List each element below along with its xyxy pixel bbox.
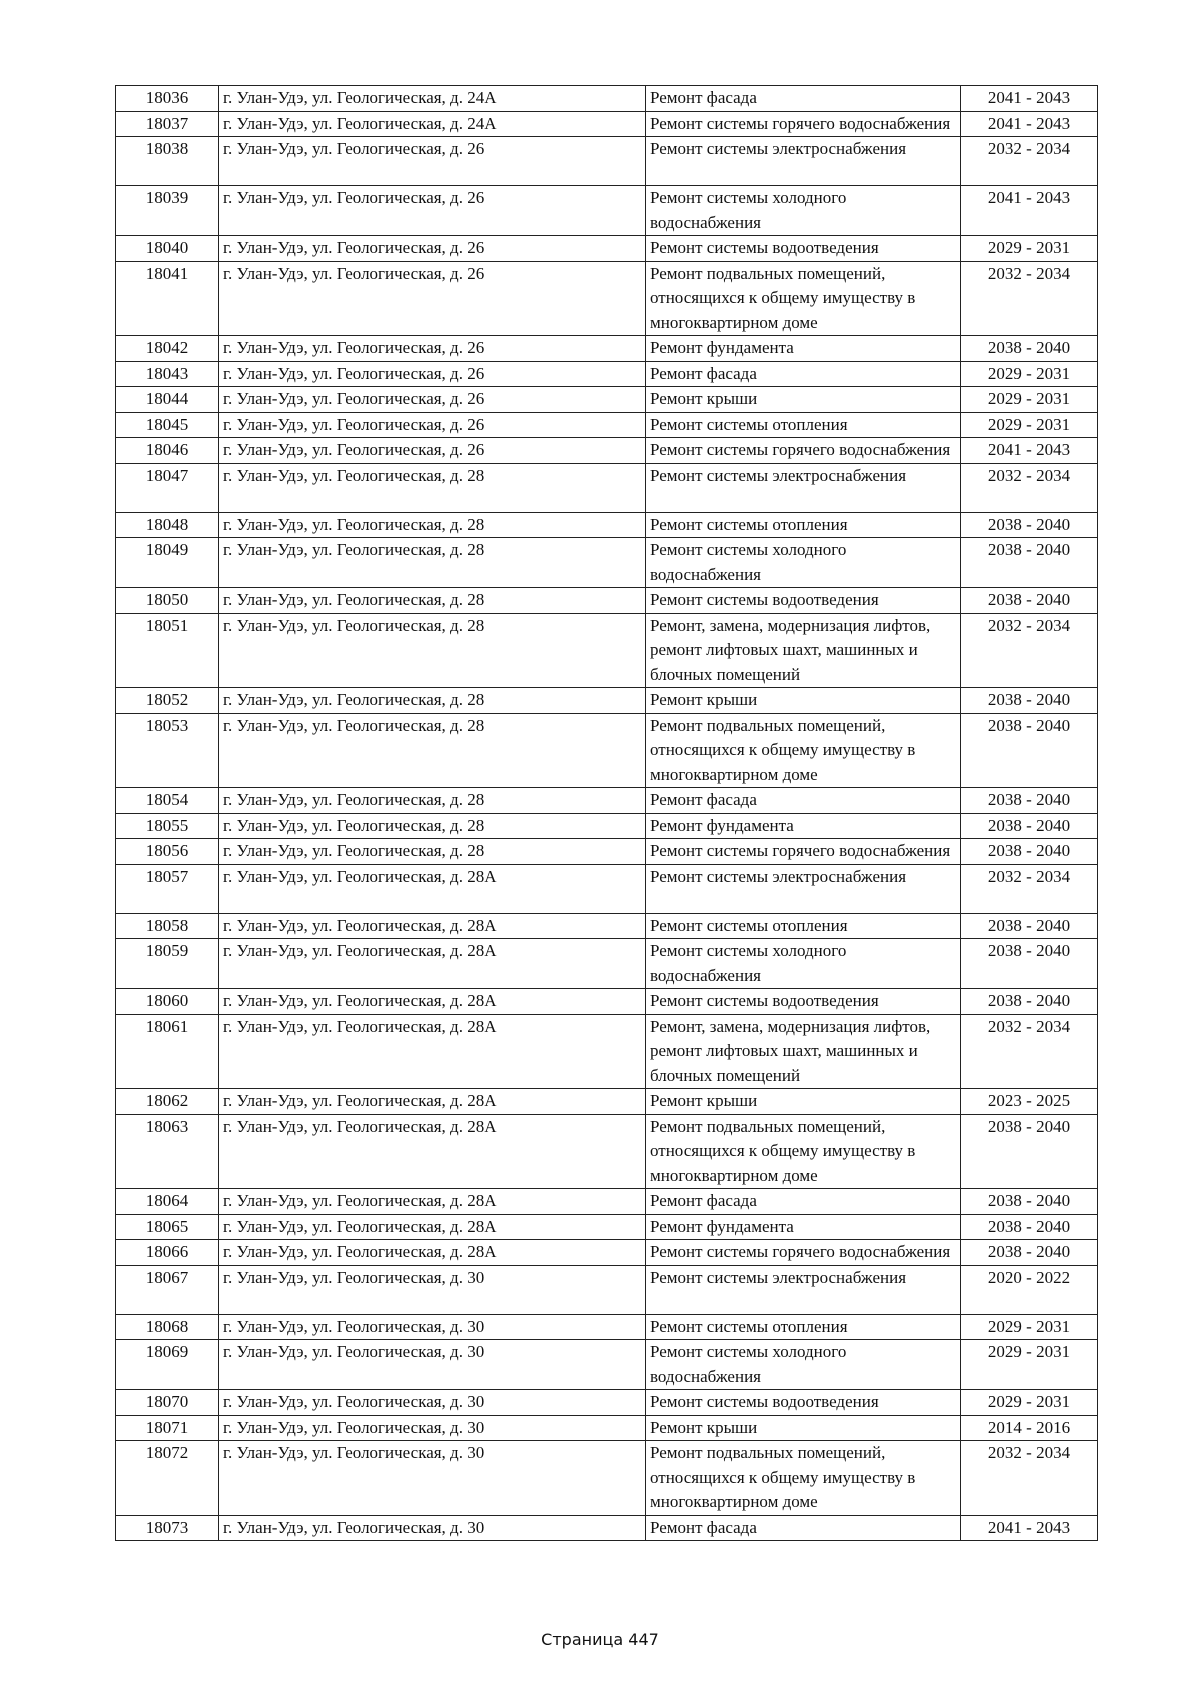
period-cell: 2041 - 2043 bbox=[961, 111, 1098, 137]
period-cell: 2023 - 2025 bbox=[961, 1089, 1098, 1115]
row-number-cell: 18043 bbox=[116, 361, 219, 387]
work-type-cell: Ремонт системы отопления bbox=[646, 913, 961, 939]
work-type-cell: Ремонт системы холодного водоснабжения bbox=[646, 939, 961, 989]
work-type-cell: Ремонт системы горячего водоснабжения bbox=[646, 839, 961, 865]
period-cell: 2020 - 2022 bbox=[961, 1265, 1098, 1314]
address-cell: г. Улан-Удэ, ул. Геологическая, д. 30 bbox=[219, 1390, 646, 1416]
period-cell: 2038 - 2040 bbox=[961, 1114, 1098, 1189]
period-cell: 2029 - 2031 bbox=[961, 1340, 1098, 1390]
row-number-cell: 18039 bbox=[116, 186, 219, 236]
table-row bbox=[116, 613, 1098, 688]
table-row bbox=[116, 86, 1098, 112]
row-number-cell: 18060 bbox=[116, 989, 219, 1015]
row-number-cell: 18051 bbox=[116, 613, 219, 688]
table-row bbox=[116, 538, 1098, 588]
table-row bbox=[116, 1314, 1098, 1340]
table-row bbox=[116, 1265, 1098, 1314]
period-cell: 2038 - 2040 bbox=[961, 1240, 1098, 1266]
row-number-cell: 18065 bbox=[116, 1214, 219, 1240]
table-row bbox=[116, 463, 1098, 512]
period-cell: 2029 - 2031 bbox=[961, 1314, 1098, 1340]
table-row bbox=[116, 813, 1098, 839]
work-type-cell: Ремонт системы водоотведения bbox=[646, 1390, 961, 1416]
row-number-cell: 18057 bbox=[116, 864, 219, 913]
address-cell: г. Улан-Удэ, ул. Геологическая, д. 28 bbox=[219, 512, 646, 538]
row-number-cell: 18052 bbox=[116, 688, 219, 714]
work-type-cell: Ремонт системы водоотведения bbox=[646, 236, 961, 262]
row-number-cell: 18045 bbox=[116, 412, 219, 438]
table-row bbox=[116, 1441, 1098, 1516]
work-type-cell: Ремонт фундамента bbox=[646, 1214, 961, 1240]
address-cell: г. Улан-Удэ, ул. Геологическая, д. 26 bbox=[219, 186, 646, 236]
table-row bbox=[116, 1189, 1098, 1215]
table-row bbox=[116, 713, 1098, 788]
address-cell: г. Улан-Удэ, ул. Геологическая, д. 28 bbox=[219, 588, 646, 614]
row-number-cell: 18038 bbox=[116, 137, 219, 186]
address-cell: г. Улан-Удэ, ул. Геологическая, д. 28А bbox=[219, 1214, 646, 1240]
table-row bbox=[116, 1340, 1098, 1390]
row-number-cell: 18061 bbox=[116, 1014, 219, 1089]
table-row bbox=[116, 1089, 1098, 1115]
work-type-cell: Ремонт фасада bbox=[646, 1189, 961, 1215]
address-cell: г. Улан-Удэ, ул. Геологическая, д. 30 bbox=[219, 1415, 646, 1441]
work-type-cell: Ремонт системы электроснабжения bbox=[646, 1265, 961, 1314]
work-type-cell: Ремонт фасада bbox=[646, 86, 961, 112]
address-cell: г. Улан-Удэ, ул. Геологическая, д. 24А bbox=[219, 86, 646, 112]
work-type-cell: Ремонт подвальных помещений, относящихся к общему имуществу в многоквартирном доме bbox=[646, 713, 961, 788]
address-cell: г. Улан-Удэ, ул. Геологическая, д. 28А bbox=[219, 913, 646, 939]
row-number-cell: 18037 bbox=[116, 111, 219, 137]
period-cell: 2038 - 2040 bbox=[961, 512, 1098, 538]
period-cell: 2032 - 2034 bbox=[961, 137, 1098, 186]
address-cell: г. Улан-Удэ, ул. Геологическая, д. 28А bbox=[219, 864, 646, 913]
row-number-cell: 18069 bbox=[116, 1340, 219, 1390]
table-row bbox=[116, 1415, 1098, 1441]
work-type-cell: Ремонт системы горячего водоснабжения bbox=[646, 1240, 961, 1266]
period-cell: 2029 - 2031 bbox=[961, 361, 1098, 387]
work-type-cell: Ремонт фасада bbox=[646, 788, 961, 814]
table-row bbox=[116, 788, 1098, 814]
period-cell: 2041 - 2043 bbox=[961, 186, 1098, 236]
address-cell: г. Улан-Удэ, ул. Геологическая, д. 26 bbox=[219, 336, 646, 362]
address-cell: г. Улан-Удэ, ул. Геологическая, д. 28А bbox=[219, 1189, 646, 1215]
row-number-cell: 18073 bbox=[116, 1515, 219, 1541]
period-cell: 2038 - 2040 bbox=[961, 688, 1098, 714]
table-row bbox=[116, 864, 1098, 913]
table-row bbox=[116, 1014, 1098, 1089]
period-cell: 2014 - 2016 bbox=[961, 1415, 1098, 1441]
row-number-cell: 18063 bbox=[116, 1114, 219, 1189]
address-cell: г. Улан-Удэ, ул. Геологическая, д. 28 bbox=[219, 713, 646, 788]
table-row bbox=[116, 236, 1098, 262]
work-type-cell: Ремонт системы электроснабжения bbox=[646, 463, 961, 512]
work-type-cell: Ремонт системы холодного водоснабжения bbox=[646, 1340, 961, 1390]
period-cell: 2041 - 2043 bbox=[961, 1515, 1098, 1541]
row-number-cell: 18066 bbox=[116, 1240, 219, 1266]
table-row bbox=[116, 387, 1098, 413]
row-number-cell: 18055 bbox=[116, 813, 219, 839]
period-cell: 2038 - 2040 bbox=[961, 336, 1098, 362]
work-type-cell: Ремонт крыши bbox=[646, 387, 961, 413]
address-cell: г. Улан-Удэ, ул. Геологическая, д. 28 bbox=[219, 788, 646, 814]
table-row bbox=[116, 913, 1098, 939]
row-number-cell: 18041 bbox=[116, 261, 219, 336]
work-type-cell: Ремонт крыши bbox=[646, 1415, 961, 1441]
address-cell: г. Улан-Удэ, ул. Геологическая, д. 28А bbox=[219, 1240, 646, 1266]
row-number-cell: 18071 bbox=[116, 1415, 219, 1441]
table-row bbox=[116, 412, 1098, 438]
table-row bbox=[116, 361, 1098, 387]
period-cell: 2038 - 2040 bbox=[961, 839, 1098, 865]
table-row bbox=[116, 438, 1098, 464]
table-row bbox=[116, 1114, 1098, 1189]
row-number-cell: 18072 bbox=[116, 1441, 219, 1516]
work-type-cell: Ремонт крыши bbox=[646, 1089, 961, 1115]
work-type-cell: Ремонт фасада bbox=[646, 361, 961, 387]
work-type-cell: Ремонт системы горячего водоснабжения bbox=[646, 111, 961, 137]
work-type-cell: Ремонт системы отопления bbox=[646, 512, 961, 538]
work-type-cell: Ремонт, замена, модернизация лифтов, ремонт лифтовых шахт, машинных и блочных помещений bbox=[646, 613, 961, 688]
work-type-cell: Ремонт системы отопления bbox=[646, 412, 961, 438]
address-cell: г. Улан-Удэ, ул. Геологическая, д. 28А bbox=[219, 1014, 646, 1089]
address-cell: г. Улан-Удэ, ул. Геологическая, д. 28 bbox=[219, 839, 646, 865]
address-cell: г. Улан-Удэ, ул. Геологическая, д. 30 bbox=[219, 1441, 646, 1516]
row-number-cell: 18058 bbox=[116, 913, 219, 939]
row-number-cell: 18047 bbox=[116, 463, 219, 512]
row-number-cell: 18070 bbox=[116, 1390, 219, 1416]
period-cell: 2038 - 2040 bbox=[961, 713, 1098, 788]
table-row bbox=[116, 186, 1098, 236]
address-cell: г. Улан-Удэ, ул. Геологическая, д. 26 bbox=[219, 361, 646, 387]
period-cell: 2032 - 2034 bbox=[961, 613, 1098, 688]
row-number-cell: 18036 bbox=[116, 86, 219, 112]
period-cell: 2038 - 2040 bbox=[961, 538, 1098, 588]
period-cell: 2041 - 2043 bbox=[961, 86, 1098, 112]
table-row bbox=[116, 588, 1098, 614]
table-row bbox=[116, 261, 1098, 336]
period-cell: 2029 - 2031 bbox=[961, 1390, 1098, 1416]
period-cell: 2041 - 2043 bbox=[961, 438, 1098, 464]
row-number-cell: 18044 bbox=[116, 387, 219, 413]
address-cell: г. Улан-Удэ, ул. Геологическая, д. 26 bbox=[219, 236, 646, 262]
address-cell: г. Улан-Удэ, ул. Геологическая, д. 26 bbox=[219, 412, 646, 438]
address-cell: г. Улан-Удэ, ул. Геологическая, д. 28 bbox=[219, 813, 646, 839]
work-type-cell: Ремонт фасада bbox=[646, 1515, 961, 1541]
work-type-cell: Ремонт подвальных помещений, относящихся к общему имуществу в многоквартирном доме bbox=[646, 261, 961, 336]
period-cell: 2038 - 2040 bbox=[961, 813, 1098, 839]
row-number-cell: 18068 bbox=[116, 1314, 219, 1340]
period-cell: 2029 - 2031 bbox=[961, 412, 1098, 438]
table-row bbox=[116, 1240, 1098, 1266]
table-row bbox=[116, 989, 1098, 1015]
address-cell: г. Улан-Удэ, ул. Геологическая, д. 28А bbox=[219, 939, 646, 989]
row-number-cell: 18056 bbox=[116, 839, 219, 865]
row-number-cell: 18059 bbox=[116, 939, 219, 989]
table-body bbox=[116, 86, 1098, 1541]
address-cell: г. Улан-Удэ, ул. Геологическая, д. 30 bbox=[219, 1515, 646, 1541]
address-cell: г. Улан-Удэ, ул. Геологическая, д. 28 bbox=[219, 613, 646, 688]
address-cell: г. Улан-Удэ, ул. Геологическая, д. 28 bbox=[219, 688, 646, 714]
address-cell: г. Улан-Удэ, ул. Геологическая, д. 26 bbox=[219, 438, 646, 464]
period-cell: 2032 - 2034 bbox=[961, 463, 1098, 512]
address-cell: г. Улан-Удэ, ул. Геологическая, д. 30 bbox=[219, 1265, 646, 1314]
row-number-cell: 18049 bbox=[116, 538, 219, 588]
row-number-cell: 18064 bbox=[116, 1189, 219, 1215]
period-cell: 2038 - 2040 bbox=[961, 788, 1098, 814]
table-row bbox=[116, 688, 1098, 714]
period-cell: 2038 - 2040 bbox=[961, 989, 1098, 1015]
period-cell: 2032 - 2034 bbox=[961, 261, 1098, 336]
address-cell: г. Улан-Удэ, ул. Геологическая, д. 28А bbox=[219, 989, 646, 1015]
address-cell: г. Улан-Удэ, ул. Геологическая, д. 26 bbox=[219, 261, 646, 336]
work-type-cell: Ремонт подвальных помещений, относящихся к общему имуществу в многоквартирном доме bbox=[646, 1114, 961, 1189]
address-cell: г. Улан-Удэ, ул. Геологическая, д. 26 bbox=[219, 387, 646, 413]
work-type-cell: Ремонт фундамента bbox=[646, 813, 961, 839]
work-type-cell: Ремонт фундамента bbox=[646, 336, 961, 362]
row-number-cell: 18040 bbox=[116, 236, 219, 262]
work-type-cell: Ремонт системы электроснабжения bbox=[646, 864, 961, 913]
row-number-cell: 18062 bbox=[116, 1089, 219, 1115]
work-type-cell: Ремонт, замена, модернизация лифтов, ремонт лифтовых шахт, машинных и блочных помещений bbox=[646, 1014, 961, 1089]
period-cell: 2038 - 2040 bbox=[961, 913, 1098, 939]
table-row bbox=[116, 512, 1098, 538]
table-row bbox=[116, 1214, 1098, 1240]
table-row bbox=[116, 111, 1098, 137]
work-type-cell: Ремонт крыши bbox=[646, 688, 961, 714]
period-cell: 2029 - 2031 bbox=[961, 387, 1098, 413]
period-cell: 2038 - 2040 bbox=[961, 1214, 1098, 1240]
period-cell: 2038 - 2040 bbox=[961, 588, 1098, 614]
table-row bbox=[116, 1390, 1098, 1416]
work-type-cell: Ремонт системы холодного водоснабжения bbox=[646, 538, 961, 588]
address-cell: г. Улан-Удэ, ул. Геологическая, д. 28А bbox=[219, 1114, 646, 1189]
address-cell: г. Улан-Удэ, ул. Геологическая, д. 26 bbox=[219, 137, 646, 186]
work-type-cell: Ремонт системы холодного водоснабжения bbox=[646, 186, 961, 236]
period-cell: 2032 - 2034 bbox=[961, 864, 1098, 913]
table-row bbox=[116, 939, 1098, 989]
address-cell: г. Улан-Удэ, ул. Геологическая, д. 24А bbox=[219, 111, 646, 137]
work-type-cell: Ремонт системы водоотведения bbox=[646, 989, 961, 1015]
row-number-cell: 18053 bbox=[116, 713, 219, 788]
table-row bbox=[116, 839, 1098, 865]
address-cell: г. Улан-Удэ, ул. Геологическая, д. 30 bbox=[219, 1340, 646, 1390]
repair-schedule-table bbox=[115, 85, 1098, 1541]
table-row bbox=[116, 1515, 1098, 1541]
row-number-cell: 18067 bbox=[116, 1265, 219, 1314]
row-number-cell: 18048 bbox=[116, 512, 219, 538]
work-type-cell: Ремонт системы электроснабжения bbox=[646, 137, 961, 186]
row-number-cell: 18042 bbox=[116, 336, 219, 362]
period-cell: 2038 - 2040 bbox=[961, 1189, 1098, 1215]
address-cell: г. Улан-Удэ, ул. Геологическая, д. 28 bbox=[219, 538, 646, 588]
page-number: Страница 447 bbox=[541, 1630, 659, 1649]
row-number-cell: 18050 bbox=[116, 588, 219, 614]
work-type-cell: Ремонт системы горячего водоснабжения bbox=[646, 438, 961, 464]
period-cell: 2038 - 2040 bbox=[961, 939, 1098, 989]
work-type-cell: Ремонт системы отопления bbox=[646, 1314, 961, 1340]
period-cell: 2029 - 2031 bbox=[961, 236, 1098, 262]
row-number-cell: 18054 bbox=[116, 788, 219, 814]
period-cell: 2032 - 2034 bbox=[961, 1014, 1098, 1089]
address-cell: г. Улан-Удэ, ул. Геологическая, д. 30 bbox=[219, 1314, 646, 1340]
work-type-cell: Ремонт подвальных помещений, относящихся к общему имуществу в многоквартирном доме bbox=[646, 1441, 961, 1516]
work-type-cell: Ремонт системы водоотведения bbox=[646, 588, 961, 614]
table-row bbox=[116, 137, 1098, 186]
period-cell: 2032 - 2034 bbox=[961, 1441, 1098, 1516]
address-cell: г. Улан-Удэ, ул. Геологическая, д. 28 bbox=[219, 463, 646, 512]
address-cell: г. Улан-Удэ, ул. Геологическая, д. 28А bbox=[219, 1089, 646, 1115]
table-row bbox=[116, 336, 1098, 362]
row-number-cell: 18046 bbox=[116, 438, 219, 464]
